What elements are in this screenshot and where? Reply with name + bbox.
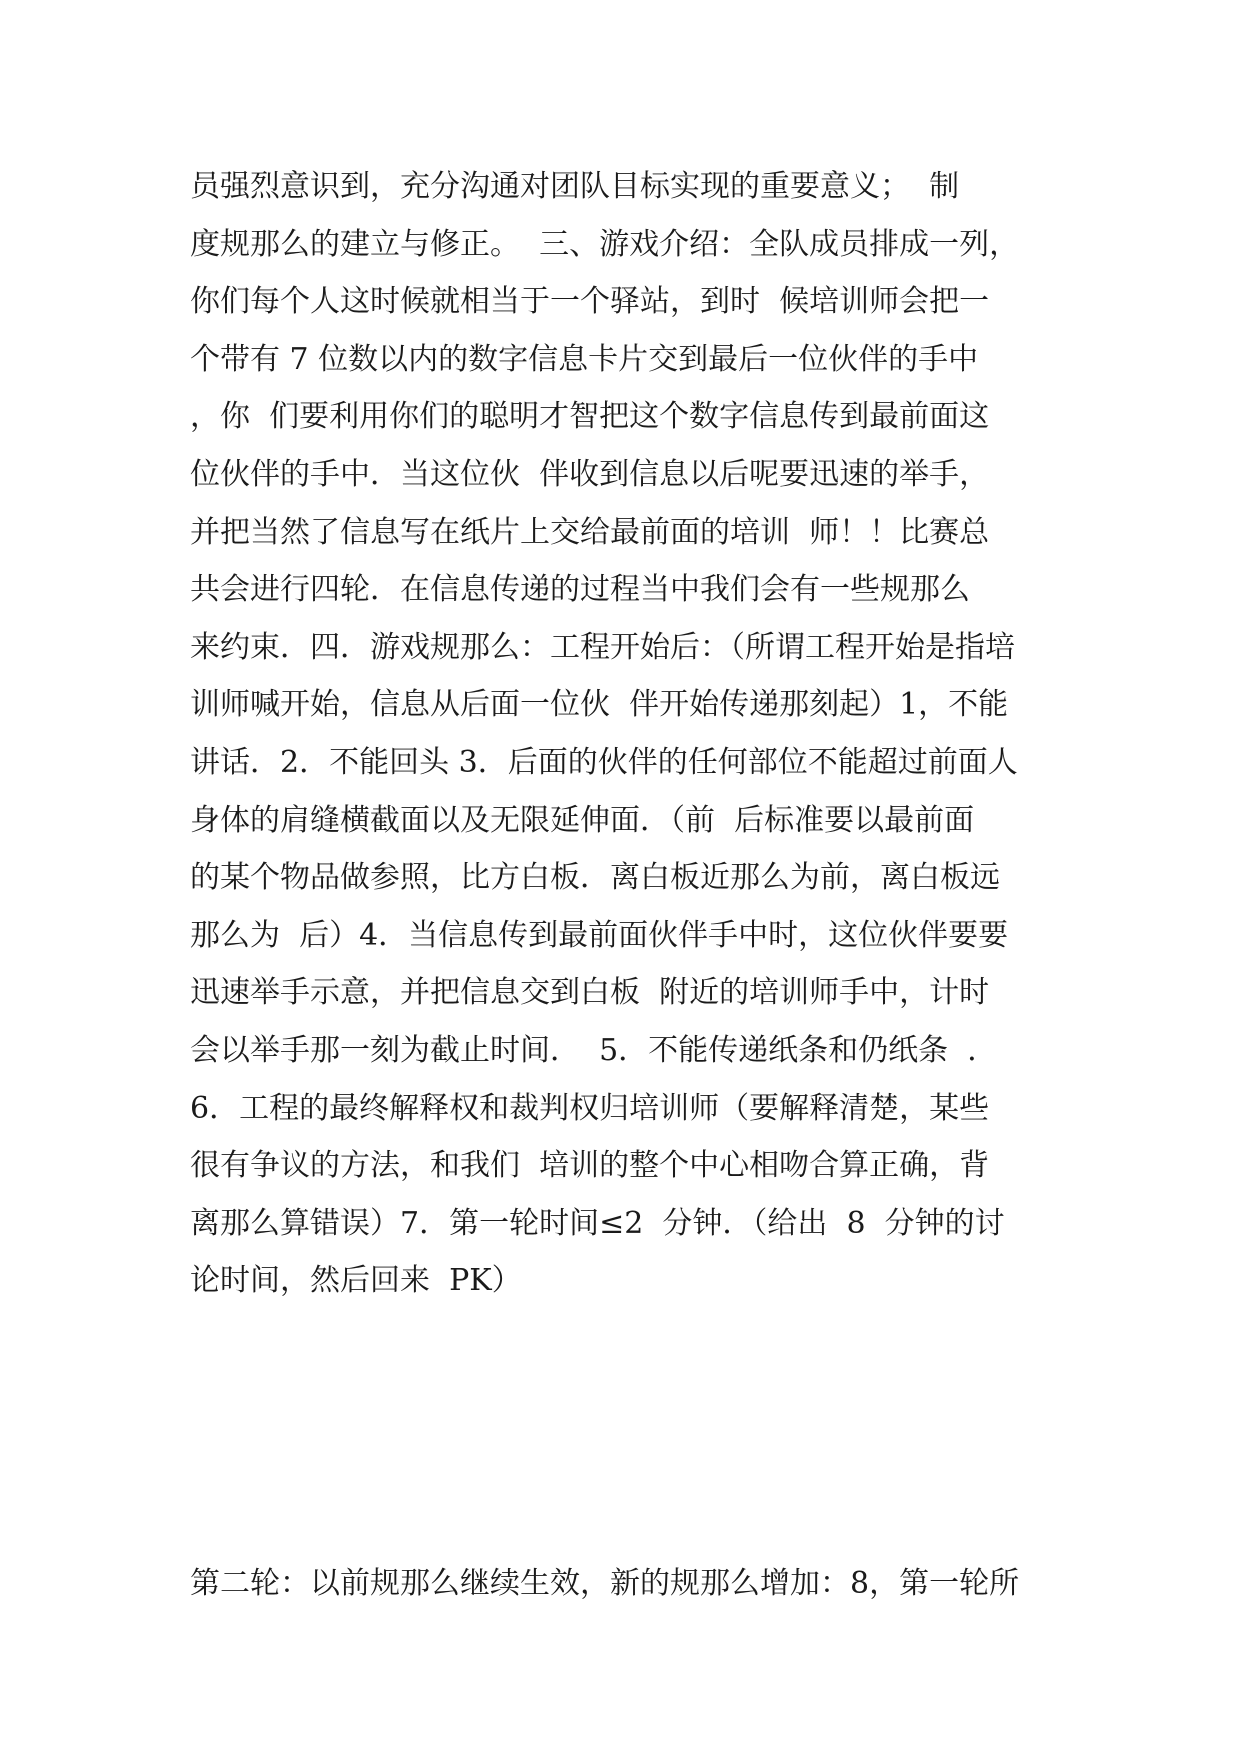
text-line: 位伙伴的手中．当这位伙 伴收到信息以后呢要迅速的举手，: [190, 456, 990, 492]
paragraph-round-two: [190, 1555, 1070, 1613]
text-line: 训师喊开始，信息从后面一位伙 伴开始传递那刻起）1，不能: [190, 687, 1009, 723]
text-line: 很有争议的方法，和我们 培训的整个中心相吻合算正确，背: [190, 1148, 990, 1184]
text-line: ，你 们要利用你们的聪明才智把这个数字信息传到最前面这: [190, 399, 990, 435]
text-line: 论时间，然后回来 PK）: [190, 1263, 522, 1299]
text-line: 离那么算错误）7．第一轮时间≤2 分钟．（给出 8 分钟的讨: [190, 1205, 1005, 1241]
text-line: 来约束．四．游戏规那么：工程开始后：（所谓工程开始是指培: [190, 629, 1015, 665]
text-line: 那么为 后）4．当信息传到最前面伙伴手中时，这位伙伴要要: [190, 917, 1009, 953]
text-line: 并把当然了信息写在纸片上交给最前面的培训 师！！比赛总: [190, 514, 990, 550]
text-line: 第二轮：以前规那么继续生效，新的规那么增加：8，第一轮所: [190, 1566, 1020, 1601]
text-line: 度规那么的建立与修正。 三、游戏介绍：全队成员排成一列，: [190, 226, 1020, 262]
text-line: 你们每个人这时候就相当于一个驿站，到时 候培训师会把一: [190, 284, 990, 320]
text-line: 迅速举手示意，并把信息交到白板 附近的培训师手中，计时: [190, 975, 990, 1011]
text-line: 员强烈意识到，充分沟通对团队目标实现的重要意义； 制: [190, 169, 960, 204]
text-line: 共会进行四轮．在信息传递的过程当中我们会有一些规那么: [190, 572, 970, 608]
text-line: 的某个物品做参照，比方白板．离白板近那么为前，离白板远: [190, 860, 1000, 896]
text-line: 身体的肩缝横截面以及无限延伸面．（前 后标准要以最前面: [190, 802, 975, 838]
text-line: 会以举手那一刻为截止时间． 5．不能传递纸条和仍纸条 ．: [190, 1032, 998, 1068]
paragraph-game-rules: [190, 158, 1070, 1310]
text-line: 讲话．2．不能回头 3．后面的伙伴的任何部位不能超过前面人: [190, 744, 1018, 780]
text-line: 个带有 7 位数以内的数字信息卡片交到最后一位伙伴的手中: [190, 341, 979, 377]
text-line: 6．工程的最终解释权和裁判权归培训师（要解释清楚，某些: [190, 1090, 990, 1126]
